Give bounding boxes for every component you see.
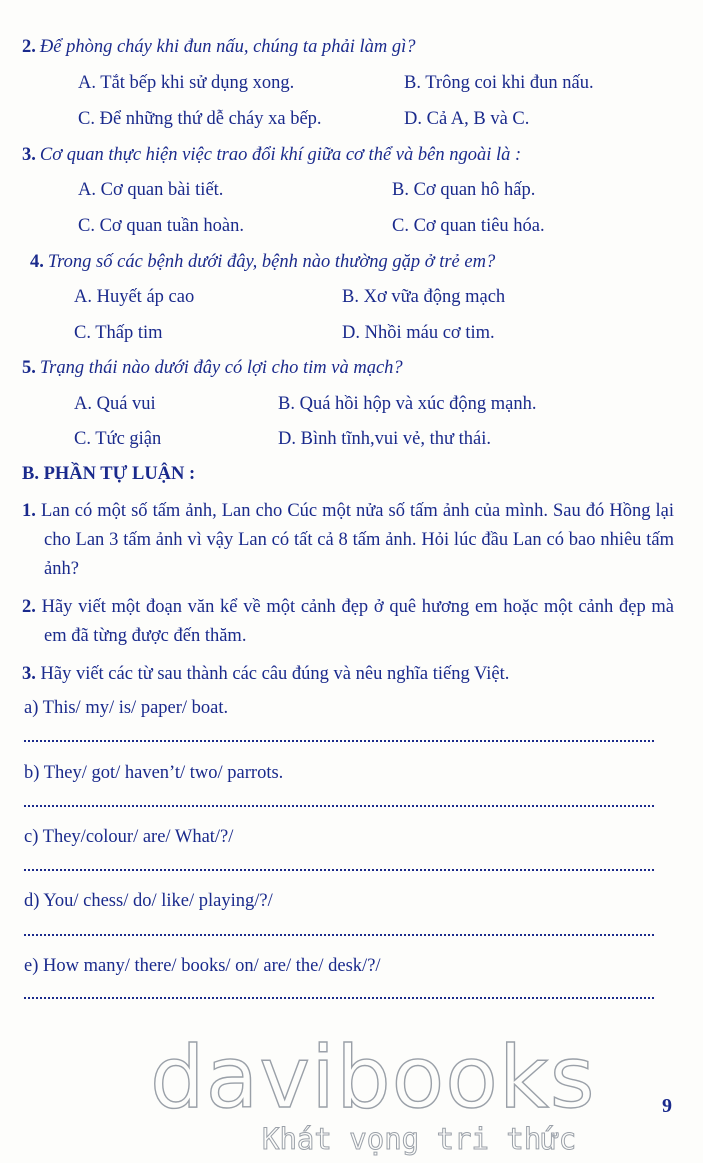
option-c: C. Cơ quan tuần hoàn. — [78, 216, 244, 236]
answer-line-c[interactable] — [24, 869, 654, 871]
question-3 — [22, 144, 521, 166]
question-4 — [30, 251, 495, 273]
option-c: C. Để những thứ dễ cháy xa bếp. — [78, 109, 322, 129]
question-number: 5. — [22, 358, 36, 378]
option-d: D. Cả A, B và C. — [404, 109, 530, 129]
item-number: 3. — [22, 664, 36, 684]
option-c: C. Tức giận — [74, 429, 162, 449]
watermark-tagline: Khát vọng tri thức — [262, 1122, 577, 1156]
option-d: D. Bình tĩnh,vui vẻ, thư thái. — [278, 429, 492, 449]
option-b: B. Quá hồi hộp và xúc động mạnh. — [278, 394, 537, 414]
option-a: A. Quá vui — [74, 394, 156, 414]
option-c: C. Thấp tim — [74, 323, 163, 343]
item-text: Hãy viết các từ sau thành các câu đúng và nêu nghĩa tiếng Việt. — [40, 664, 510, 684]
option-a: A. Huyết áp cao — [74, 287, 195, 307]
subitem-d: d) You/ chess/ do/ like/ playing/?/ — [24, 891, 273, 911]
answer-line-b[interactable] — [24, 805, 654, 807]
section-b-title: B. PHẦN TỰ LUẬN : — [22, 464, 196, 484]
essay-item-2 — [22, 593, 674, 651]
question-text: Trạng thái nào dưới đây có lợi cho tim và mạch? — [39, 358, 403, 378]
question-2 — [22, 36, 415, 58]
subitem-e: e) How many/ there/ books/ on/ are/ the/ desk/?/ — [24, 956, 381, 976]
option-d: C. Cơ quan tiêu hóa. — [392, 216, 545, 236]
answer-line-a[interactable] — [24, 740, 654, 742]
answer-line-e[interactable] — [24, 997, 654, 999]
question-text: Để phòng cháy khi đun nấu, chúng ta phải làm gì? — [39, 37, 416, 57]
option-a: A. Tắt bếp khi sử dụng xong. — [78, 73, 295, 93]
subitem-c: c) They/colour/ are/ What/?/ — [24, 827, 234, 847]
answer-line-d[interactable] — [24, 934, 654, 936]
item-number: 1. — [22, 501, 36, 521]
essay-item-3 — [22, 660, 674, 689]
option-d: D. Nhồi máu cơ tim. — [342, 323, 495, 343]
option-b: B. Xơ vữa động mạch — [342, 287, 506, 307]
question-number: 4. — [30, 252, 44, 272]
item-text: Lan có một số tấm ảnh, Lan cho Cúc một nửa số tấm ảnh của mình. Sau đó Hồng lại cho Lan 3 tấm ảnh vì vậy Lan có tất cả 8 tấm ảnh. Hỏi lúc đầu Lan có bao nhiêu tấm ảnh? — [40, 501, 675, 579]
item-text: Hãy viết một đoạn văn kể về một cảnh đẹp ở quê hương em hoặc một cảnh đẹp mà em đã từng được đến thăm. — [41, 597, 674, 646]
option-b: B. Cơ quan hô hấp. — [392, 180, 536, 200]
question-number: 3. — [22, 145, 36, 165]
subitem-a: a) This/ my/ is/ paper/ boat. — [24, 698, 229, 718]
item-number: 2. — [22, 597, 36, 617]
essay-item-1 — [22, 497, 674, 584]
option-a: A. Cơ quan bài tiết. — [78, 180, 224, 200]
question-text: Cơ quan thực hiện việc trao đổi khí giữa cơ thể và bên ngoài là : — [39, 145, 522, 165]
subitem-b: b) They/ got/ haven’t/ two/ parrots. — [24, 763, 284, 783]
question-text: Trong số các bệnh dưới đây, bệnh nào thường gặp ở trẻ em? — [47, 252, 496, 272]
question-number: 2. — [22, 37, 36, 57]
page-number: 9 — [662, 1095, 672, 1117]
question-5 — [22, 357, 403, 379]
option-b: B. Trông coi khi đun nấu. — [404, 73, 594, 93]
watermark-logo: davibooks — [150, 1028, 596, 1128]
